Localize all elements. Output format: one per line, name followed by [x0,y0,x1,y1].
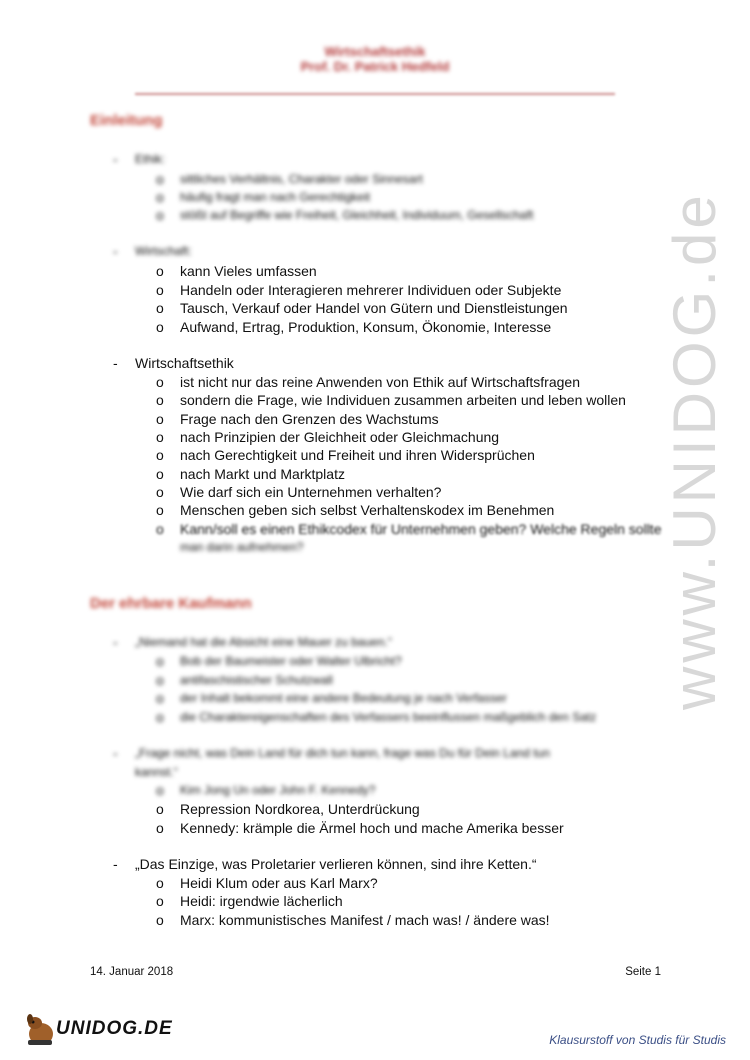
bullet-dash: - [113,355,118,371]
footer-page-number: Seite 1 [625,966,661,978]
bullet-label: „Das Einzige, was Proletarier verlieren können, sind ihre Ketten.“ [135,856,537,872]
bullet-label: Ethik: [135,152,166,166]
bullet-dash: - [113,243,118,259]
logo-text: UNIDOG.DE [56,1018,173,1039]
bullet-dash: - [113,856,118,872]
bullet-label: „Frage nicht, was Dein Land für dich tun kann, frage was Du für Dein Land tun [135,746,550,760]
document-author: Prof. Dr. Patrick Hedfeld [300,59,450,74]
unidog-logo[interactable] [24,1010,174,1050]
bullet-dash: - [113,151,118,167]
footer-date: 14. Januar 2018 [90,966,174,978]
dog-icon [24,1010,58,1048]
bullet-label: Wirtschaft: [135,244,192,258]
bullet-dash: - [113,745,118,761]
watermark: www.UNIDOG.de [661,191,728,710]
bullet-dash: - [113,634,118,650]
tagline: Klausurstoff von Studis für Studis [549,1033,726,1047]
document-title: Wirtschaftsethik [324,44,426,59]
bullet-label: „Niemand hat die Absicht eine Mauer zu bauen.“ [135,635,392,649]
bullet-label: Wirtschaftsethik [135,355,234,371]
section-title-kaufmann: Der ehrbare Kaufmann [90,595,252,612]
header-rule [135,93,615,95]
section-title-einleitung: Einleitung [90,112,163,129]
document-header [0,44,750,74]
